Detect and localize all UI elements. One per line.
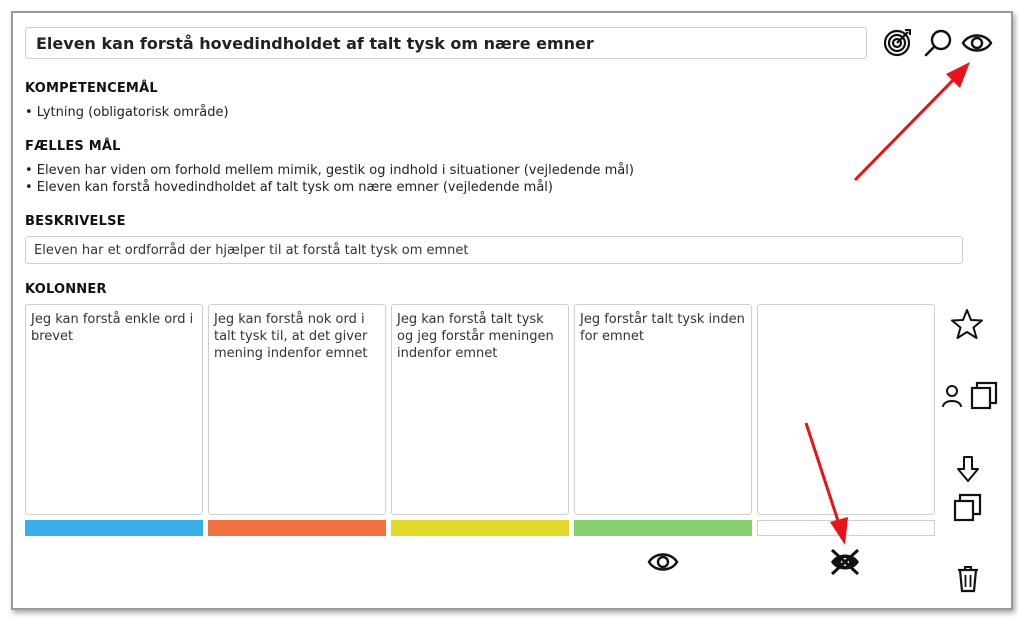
eye-icon[interactable] [647, 546, 679, 578]
column-text-4[interactable]: Jeg forstår talt tysk inden for emnet [574, 304, 752, 515]
competence-item: • Lytning (obligatorisk område) [25, 105, 229, 120]
goal-item: • Eleven har viden om forhold mellem mimik, gestik og indhold i situationer (vejledende mål) [25, 163, 634, 178]
column-color-5[interactable] [757, 520, 935, 536]
arrow-down-icon[interactable] [955, 455, 981, 483]
description-heading: BESKRIVELSE [25, 214, 126, 229]
column-text-5[interactable] [757, 304, 935, 515]
competence-heading: KOMPETENCEMÅL [25, 81, 158, 96]
column-color-1[interactable] [25, 520, 203, 536]
trash-icon[interactable] [956, 565, 980, 593]
goal-item: • Eleven kan forstå hovedindholdet af talt tysk om nære emner (vejledende mål) [25, 180, 553, 195]
column-text-1[interactable]: Jeg kan forstå enkle ord i brevet [25, 304, 203, 515]
eye-icon[interactable] [961, 27, 993, 59]
search-icon[interactable] [922, 27, 954, 59]
column-text-2[interactable]: Jeg kan forstå nok ord i talt tysk til, at det giver mening indenfor emnet [208, 304, 386, 515]
user-copy-icon[interactable] [940, 380, 1000, 412]
goal-title-field[interactable]: Eleven kan forstå hovedindholdet af talt tysk om nære emner [25, 27, 867, 59]
column-color-4[interactable] [574, 520, 752, 536]
column-color-2[interactable] [208, 520, 386, 536]
columns-heading: KOLONNER [25, 282, 107, 297]
copy-icon[interactable] [952, 492, 984, 522]
star-icon[interactable] [951, 308, 983, 340]
eye-hidden-icon[interactable] [828, 546, 862, 578]
description-field[interactable]: Eleven har et ordforråd der hjælper til at forstå talt tysk om emnet [25, 236, 963, 264]
column-text-3[interactable]: Jeg kan forstå talt tysk og jeg forstår meningen indenfor emnet [391, 304, 569, 515]
goals-heading: FÆLLES MÅL [25, 139, 121, 154]
column-color-3[interactable] [391, 520, 569, 536]
target-icon[interactable] [881, 27, 913, 59]
